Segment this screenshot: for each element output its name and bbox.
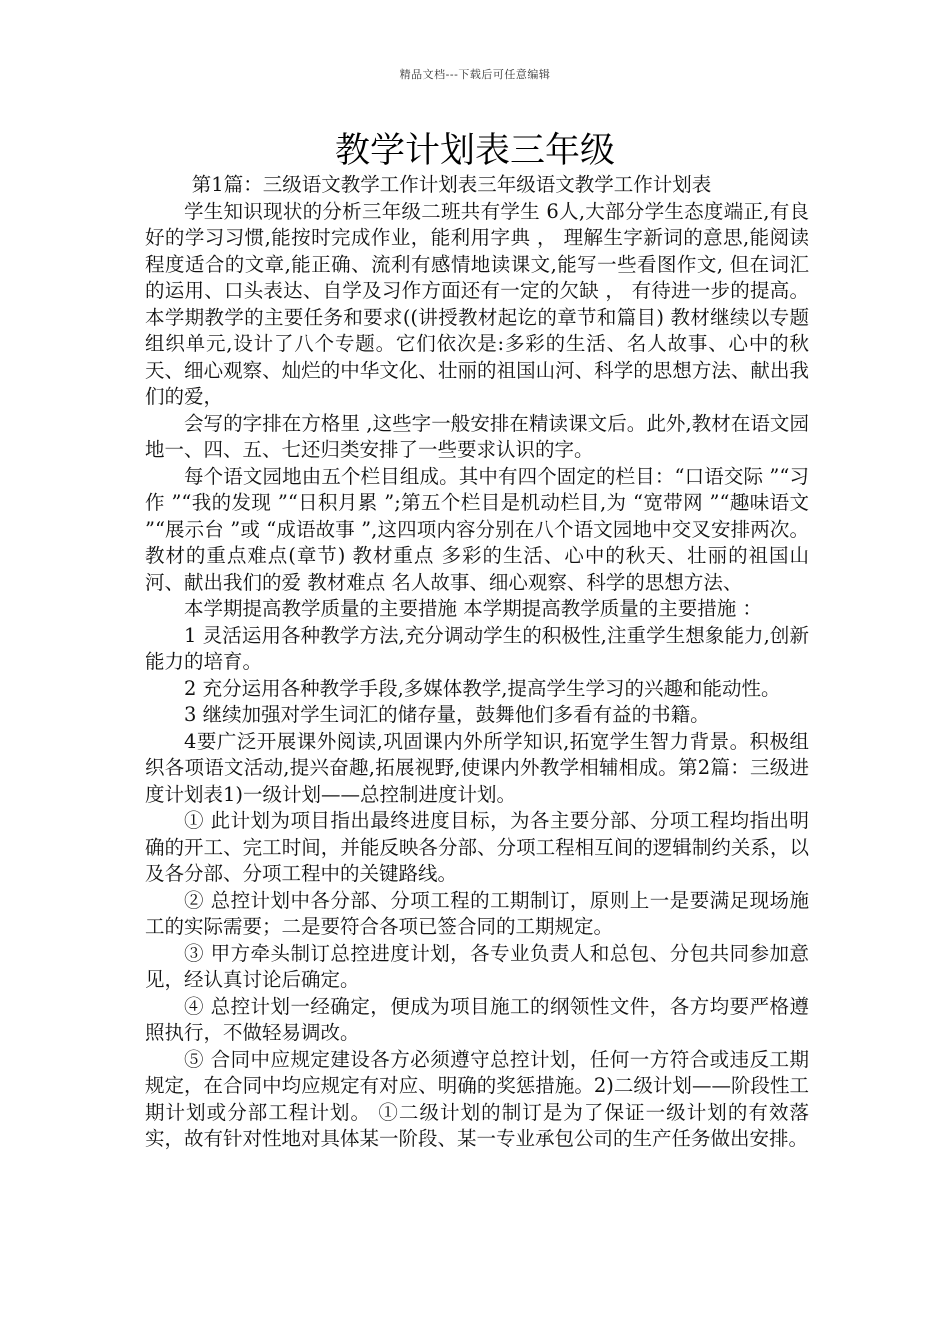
- paragraph: ② 总控计划中各分部、分项工程的工期制订，原则上一是要满足现场施工的实际需要；二是要符合各项已签合同的工期规定。: [145, 888, 809, 938]
- paragraph: ① 此计划为项目指出最终进度目标，为各主要分部、分项工程均指出明确的开工、完工时间，并能反映各分部、分项工程相互间的逻辑制约关系，以及各分部、分项工程中的关键路线。: [145, 809, 809, 885]
- paragraph: ④ 总控计划一经确定，便成为项目施工的纲领性文件，各方均要严格遵照执行，不做轻易调改。: [145, 994, 809, 1044]
- paragraph: 会写的字排在方格里 ,这些字一般安排在精读课文后。此外,教材在语文园地一、四、五、七还归类安排了一些要求认识的字。: [145, 411, 809, 461]
- paragraph: 1 灵活运用各种教学方法,充分调动学生的积极性,注重学生想象能力,创新能力的培育。: [145, 623, 809, 673]
- paragraph: ⑤ 合同中应规定建设各方必须遵守总控计划，任何一方符合或违反工期规定，在合同中均应规定有对应、明确的奖惩措施。2)二级计划——阶段性工期计划或分部工程计划。 ①二级计划的制订是为了保证一级计划的有效落实，故有针对性地对具体某一阶段、某一专业承包公司的生产任务做出安排。: [145, 1047, 809, 1150]
- paragraph: 每个语文园地由五个栏目组成。其中有四个固定的栏目：“口语交际 ”“习作 ”“我的发现 ”“日积月累 ”;第五个栏目是机动栏目,为 “宽带网 ”“趣味语文 ”“展示台 ”或 “成语故事 ”,这四项内容分别在八个语文园地中交叉安排两次。 教材的重点难点(章节) 教材重点 多彩的生活、心中的秋天、壮丽的祖国山河、献出我们的爱 教材难点 名人故事、细心观察、科学的思想方法、: [145, 464, 809, 594]
- paragraph: 3 继续加强对学生词汇的储存量，鼓舞他们多看有益的书籍。: [184, 703, 710, 726]
- paragraph: 本学期提高教学质量的主要措施 本学期提高教学质量的主要措施 ：: [184, 597, 762, 620]
- paragraph: 第1篇：三级语文教学工作计划表三年级语文教学工作计划表: [191, 173, 712, 196]
- document-body: [145, 172, 809, 1153]
- document-title: 教学计划表三年级: [334, 131, 615, 171]
- paragraph: ③ 甲方牵头制订总控进度计划，各专业负责人和总包、分包共同参加意见，经认真讨论后确定。: [145, 941, 809, 991]
- paragraph: 学生知识现状的分析三年级二班共有学生 6人,大部分学生态度端正,有良好的学习习惯,能按时完成作业，能利用字典 ， 理解生字新词的意思,能阅读程度适合的文章,能正确、流利有感情地读课文,能写一些看图作文, 但在词汇的运用、口头表达、自学及习作方面还有一定的欠缺 ， 有待进一步的提高。 本学期教学的主要任务和要求((讲授教材起讫的章节和篇目) 教材继续以专题组织单元,设计了八个专题。它们依次是:多彩的生活、名人故事、心中的秋天、细心观察、灿烂的中华文化、壮丽的祖国山河、科学的思想方法、献出我们的爱，: [145, 199, 809, 408]
- paragraph: 4要广泛开展课外阅读,巩固课内外所学知识,拓宽学生智力背景。积极组织各项语文活动,提兴奋趣,拓展视野,使课内外教学相辅相成。第2篇：三级进度计划表1)一级计划——总控制进度计划。: [145, 729, 809, 806]
- paragraph: 2 充分运用各种教学手段,多媒体教学,提高学生学习的兴趣和能动性。: [184, 676, 781, 700]
- page-header: 精品文档---下载后可任意编辑: [399, 68, 551, 81]
